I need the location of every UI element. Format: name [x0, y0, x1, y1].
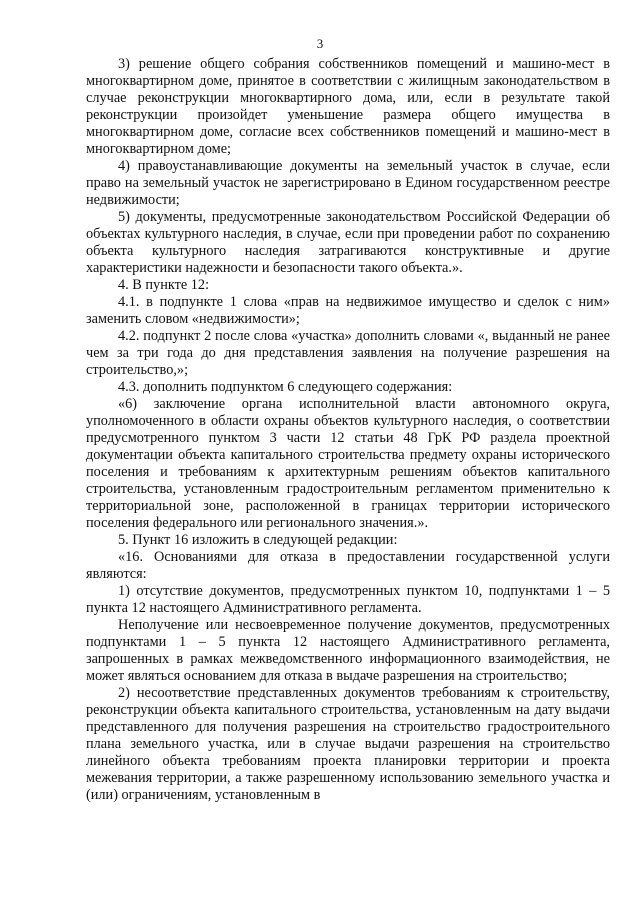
paragraph: 4.1. в подпункте 1 слова «прав на недвижимое имущество и сделок с ним» заменить словом «недвижимости»; [86, 294, 610, 327]
paragraph: 5. Пункт 16 изложить в следующей редакции: [118, 532, 398, 548]
paragraph: 3) решение общего собрания собственников помещений и машино-мест в многоквартирном доме, принятое в соответствии с жилищным законодательством в случае реконструкции многоквартирного дома, или, если в результате такой реконструкции произойдет уменьшение размера общего имущества в многоквартирном доме, согласие всех собственников помещений и машино-мест в многоквартирном доме; [86, 56, 610, 157]
paragraph: «6) заключение органа исполнительной власти автономного округа, уполномоченного в области охраны объектов культурного наследия, о соответствии предусмотренного пунктом 3 части 12 статьи 48 ГрК РФ раздела проектной документации объекта капитального строительства предмету охраны исторического поселения и требованиям к архитектурным решениям объектов капитального строительства, установленным градостроительным регламентом применительно к территориальной зоне, расположенной в границах территории исторического поселения федерального или регионального значения.». [86, 396, 610, 531]
paragraph: 4. В пункте 12: [118, 277, 210, 293]
page-number: 3 [316, 36, 324, 51]
paragraph: 1) отсутствие документов, предусмотренных пунктом 10, подпунктами 1 – 5 пункта 12 настоящего Административного регламента. [86, 583, 610, 616]
paragraph: 4.2. подпункт 2 после слова «участка» дополнить словами «, выданный не ранее чем за три года до дня представления заявления на получение разрешения на строительство,»; [86, 328, 610, 378]
paragraph: 5) документы, предусмотренные законодательством Российской Федерации об объектах культурного наследия, в случае, если при проведении работ по сохранению объекта культурного наследия затрагиваются конструктивные и другие характеристики надежности и безопасности такого объекта.». [86, 209, 610, 276]
paragraph: 4) правоустанавливающие документы на земельный участок в случае, если право на земельный участок не зарегистрировано в Едином государственном реестре недвижимости; [86, 158, 610, 208]
paragraph: 2) несоответствие представленных документов требованиям к строительству, реконструкции объекта капитального строительства, установленным на дату выдачи представленного для получения разрешения на строительство градостроительного плана земельного участка, или в случае выдачи разрешения на строительство линейного объекта требованиям проекта планировки территории и проекта межевания территории, а также разрешенному использованию земельного участка и (или) ограничениям, установленным в [86, 685, 610, 803]
paragraph: Неполучение или несвоевременное получение документов, предусмотренных подпунктами 1 – 5 пункта 12 настоящего Административного регламента, запрошенных в рамках межведомственного информационного взаимодействия, не может являться основанием для отказа в выдаче разрешения на строительство; [86, 617, 610, 684]
document-body [86, 56, 610, 804]
paragraph: «16. Основаниями для отказа в предоставлении государственной услуги являются: [86, 549, 610, 582]
paragraph: 4.3. дополнить подпунктом 6 следующего содержания: [118, 379, 453, 395]
